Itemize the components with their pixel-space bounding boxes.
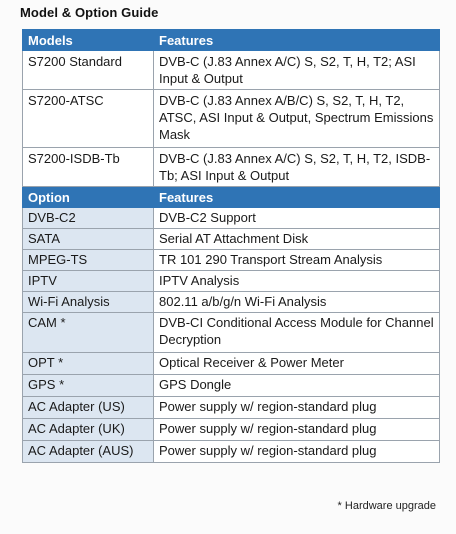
footnote: * Hardware upgrade bbox=[337, 500, 436, 512]
model-name: S7200 Standard bbox=[23, 51, 154, 90]
option-features: Power supply w/ region-standard plug bbox=[154, 419, 440, 441]
option-features: GPS Dongle bbox=[154, 375, 440, 397]
models-column-header: Models bbox=[23, 30, 154, 51]
option-features: Serial AT Attachment Disk bbox=[154, 229, 440, 250]
option-row bbox=[23, 419, 440, 441]
option-features: TR 101 290 Transport Stream Analysis bbox=[154, 250, 440, 271]
option-name: SATA bbox=[23, 229, 154, 250]
option-name: OPT * bbox=[23, 353, 154, 375]
option-row bbox=[23, 292, 440, 313]
option-row bbox=[23, 229, 440, 250]
model-row bbox=[23, 51, 440, 90]
option-row bbox=[23, 250, 440, 271]
model-features: DVB-C (J.83 Annex A/C) S, S2, T, H, T2, ISDB-Tb; ASI Input & Output bbox=[154, 148, 440, 187]
option-name: Wi-Fi Analysis bbox=[23, 292, 154, 313]
model-name: S7200-ISDB-Tb bbox=[23, 148, 154, 187]
option-name: AC Adapter (AUS) bbox=[23, 441, 154, 463]
model-name: S7200-ATSC bbox=[23, 90, 154, 148]
model-row bbox=[23, 148, 440, 187]
option-row bbox=[23, 271, 440, 292]
option-features: Optical Receiver & Power Meter bbox=[154, 353, 440, 375]
option-row bbox=[23, 441, 440, 463]
option-row bbox=[23, 208, 440, 229]
option-row bbox=[23, 313, 440, 353]
option-name: MPEG-TS bbox=[23, 250, 154, 271]
model-features: DVB-C (J.83 Annex A/B/C) S, S2, T, H, T2, ATSC, ASI Input & Output, Spectrum Emissions Mask bbox=[154, 90, 440, 148]
option-column-header: Option bbox=[23, 187, 154, 208]
option-features: Power supply w/ region-standard plug bbox=[154, 397, 440, 419]
option-name: AC Adapter (US) bbox=[23, 397, 154, 419]
model-row bbox=[23, 90, 440, 148]
option-name: IPTV bbox=[23, 271, 154, 292]
option-features: Power supply w/ region-standard plug bbox=[154, 441, 440, 463]
option-row bbox=[23, 375, 440, 397]
option-name: GPS * bbox=[23, 375, 154, 397]
features-column-header: Features bbox=[154, 30, 440, 51]
option-name: AC Adapter (UK) bbox=[23, 419, 154, 441]
option-features: 802.11 a/b/g/n Wi-Fi Analysis bbox=[154, 292, 440, 313]
model-features: DVB-C (J.83 Annex A/C) S, S2, T, H, T2; ASI Input & Output bbox=[154, 51, 440, 90]
option-name: CAM * bbox=[23, 313, 154, 353]
features-column-header: Features bbox=[154, 187, 440, 208]
option-features: IPTV Analysis bbox=[154, 271, 440, 292]
options-header-row bbox=[23, 187, 440, 208]
option-row bbox=[23, 353, 440, 375]
model-option-table bbox=[22, 29, 440, 463]
page-title: Model & Option Guide bbox=[20, 5, 159, 20]
option-row bbox=[23, 397, 440, 419]
option-features: DVB-CI Conditional Access Module for Channel Decryption bbox=[154, 313, 440, 353]
models-header-row bbox=[23, 30, 440, 51]
option-features: DVB-C2 Support bbox=[154, 208, 440, 229]
option-name: DVB-C2 bbox=[23, 208, 154, 229]
